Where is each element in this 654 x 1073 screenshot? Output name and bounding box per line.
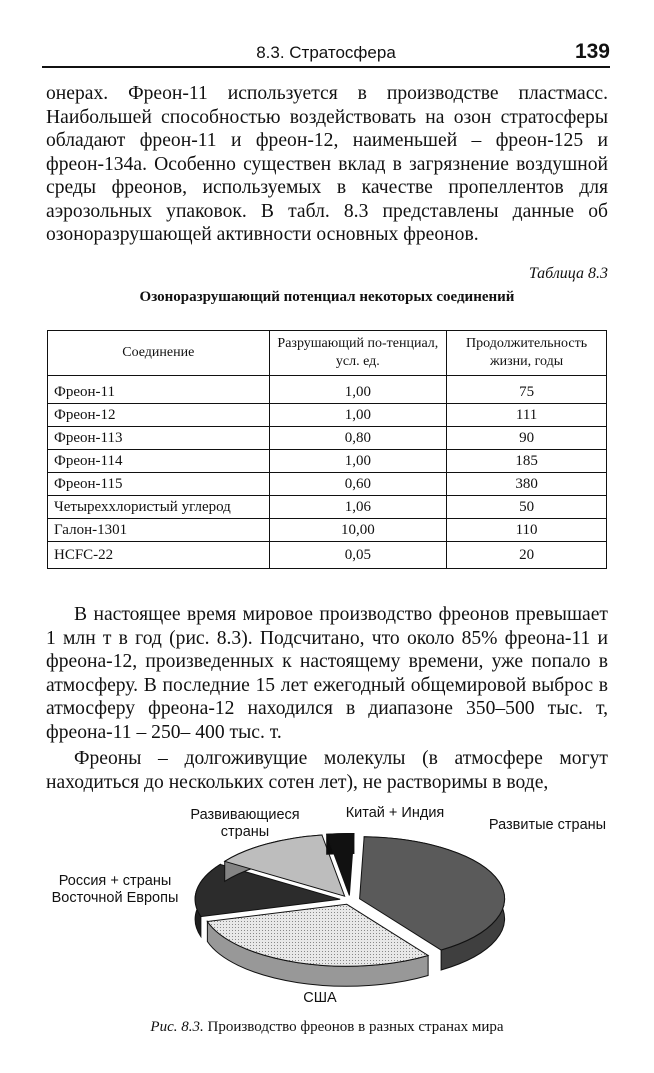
- table-row: [48, 381, 607, 404]
- cell-potential: 10,00: [269, 519, 447, 542]
- cell-lifetime: 380: [447, 473, 607, 496]
- cell-lifetime: 90: [447, 427, 607, 450]
- figure-caption-text: Производство фреонов в разных странах мира: [207, 1019, 504, 1035]
- ozone-table: [47, 330, 607, 569]
- header-lifetime: Продолжительность жизни, годы: [447, 331, 607, 376]
- cell-lifetime: 50: [447, 496, 607, 519]
- table-label: Таблица 8.3: [528, 265, 608, 282]
- cell-lifetime: 20: [447, 542, 607, 569]
- cell-compound: Фреон-114: [48, 450, 270, 473]
- table-row: [48, 473, 607, 496]
- pie-chart-figure: [40, 795, 620, 1020]
- cell-potential: 0,60: [269, 473, 447, 496]
- label-developing: Развивающиеся страны: [190, 807, 300, 840]
- paragraph-1: онерах. Фреон-11 используется в производстве пластмасс. Наибольшей способностью воздействовать на озон стратосферы обладают фреон-11 и фреон-12, наименьшей – фреон-125 и фреон-134а. Особенно существен вклад в загрязнение воздушной среды фреонов, используемых в качестве пропеллентов для аэрозольных упаковок. В табл. 8.3 представлены данные об озоноразрушающей активности основных фреонов.: [46, 83, 608, 245]
- cell-potential: 1,06: [269, 496, 447, 519]
- cell-lifetime: 110: [447, 519, 607, 542]
- section-title: 8.3. Стратосфера: [256, 43, 396, 62]
- cell-compound: Фреон-11: [48, 381, 270, 404]
- cell-compound: HCFC-22: [48, 542, 270, 569]
- cell-potential: 0,05: [269, 542, 447, 569]
- label-russia: Россия + страны Восточной Европы: [51, 873, 179, 906]
- cell-potential: 1,00: [269, 381, 447, 404]
- paragraph-3: Фреоны – долгоживущие молекулы (в атмосфере могут находиться до нескольких сотен лет), не растворимы в воде,: [46, 748, 608, 793]
- figure-number: Рис. 8.3.: [150, 1019, 204, 1035]
- cell-potential: 0,80: [269, 427, 447, 450]
- table-caption: Озоноразрушающий потенциал некоторых соединений: [139, 289, 515, 305]
- cell-lifetime: 111: [447, 404, 607, 427]
- cell-lifetime: 75: [447, 381, 607, 404]
- cell-potential: 1,00: [269, 450, 447, 473]
- page-header: [42, 40, 610, 68]
- label-usa: США: [303, 990, 337, 1006]
- cell-compound: Четыреххлористый углерод: [48, 496, 270, 519]
- page-number: 139: [574, 40, 610, 63]
- figure-caption: [46, 1019, 608, 1036]
- label-china-india: Китай + Индия: [345, 805, 445, 821]
- header-potential: Разрушающий по-тенциал, усл. ед.: [269, 331, 447, 376]
- table-row: [48, 519, 607, 542]
- paragraph-2: В настоящее время мировое производство фреонов превышает 1 млн т в год (рис. 8.3). Подсчитано, что около 85% фреона-11 и фреона-12, произведенных к настоящему времени, уже попало в атмосферу. В последние 15 лет ежегодный общемировой выброс в атмосферу фреона-12 находился в диапазоне 350–500 тыс. т, фреона-11 – 250– 400 тыс. т.: [46, 604, 608, 743]
- table-header-row: [48, 331, 607, 376]
- cell-potential: 1,00: [269, 404, 447, 427]
- table-row: [48, 450, 607, 473]
- cell-compound: Галон-1301: [48, 519, 270, 542]
- label-developed: Развитые страны: [488, 817, 607, 833]
- table-row: [48, 496, 607, 519]
- header-compound: Соединение: [48, 331, 270, 376]
- table-row: [48, 404, 607, 427]
- table-row: [48, 542, 607, 569]
- cell-compound: Фреон-115: [48, 473, 270, 496]
- cell-compound: Фреон-12: [48, 404, 270, 427]
- table-row: [48, 427, 607, 450]
- cell-lifetime: 185: [447, 450, 607, 473]
- cell-compound: Фреон-113: [48, 427, 270, 450]
